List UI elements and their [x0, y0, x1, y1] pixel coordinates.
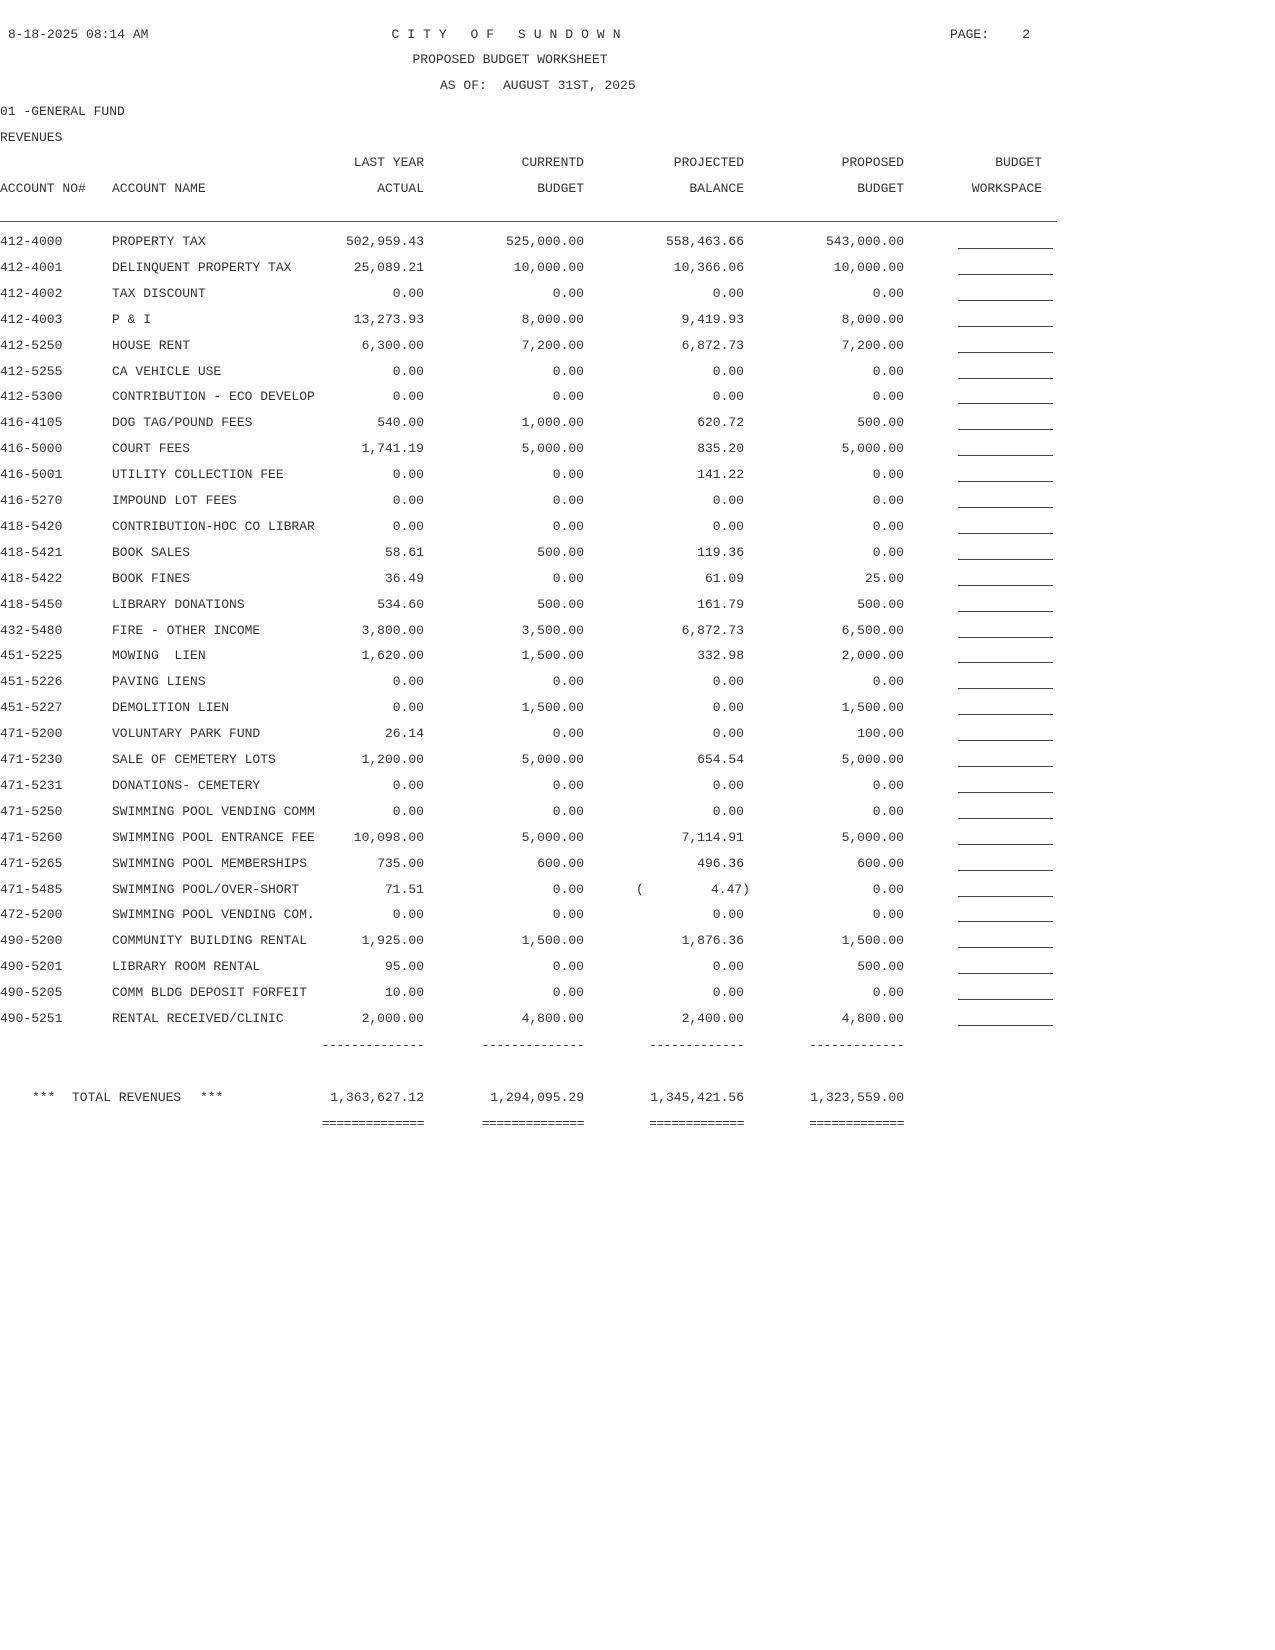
- current-budget: 4,800.00: [521, 1011, 584, 1026]
- proposed-budget: 25.00: [864, 571, 904, 586]
- account-name: SWIMMING POOL MEMBERSHIPS: [112, 856, 308, 871]
- account-number: 418-5450: [0, 597, 63, 612]
- last-year-actual: 0.00: [392, 286, 424, 301]
- col-projected-line2: BALANCE: [689, 181, 744, 196]
- account-number: 416-5001: [0, 467, 63, 482]
- proposed-budget: 1,500.00: [841, 700, 904, 715]
- current-budget: 7,200.00: [521, 338, 584, 353]
- total-rule-current: ==============: [481, 1116, 584, 1131]
- account-number: 471-5485: [0, 882, 63, 897]
- current-budget: 0.00: [552, 804, 584, 819]
- account-name: P & I: [112, 312, 152, 327]
- account-number: 432-5480: [0, 623, 63, 638]
- current-budget: 0.00: [552, 571, 584, 586]
- account-number: 451-5227: [0, 700, 63, 715]
- current-budget: 500.00: [537, 545, 584, 560]
- col-current-line2: BUDGET: [537, 181, 584, 196]
- totals-label: TOTAL REVENUES: [72, 1090, 182, 1105]
- account-number: 490-5201: [0, 959, 63, 974]
- workspace-input-line[interactable]: [958, 870, 1053, 871]
- current-budget: 0.00: [552, 674, 584, 689]
- header-rule: [0, 221, 1057, 222]
- proposed-budget: 6,500.00: [841, 623, 904, 638]
- last-year-actual: 26.14: [384, 726, 424, 741]
- account-number: 418-5420: [0, 519, 63, 534]
- workspace-input-line[interactable]: [958, 818, 1053, 819]
- account-name: DOG TAG/POUND FEES: [112, 415, 253, 430]
- account-name: COMM BLDG DEPOSIT FORFEIT: [112, 985, 308, 1000]
- proposed-budget: 2,000.00: [841, 648, 904, 663]
- account-number: 412-4000: [0, 234, 63, 249]
- projected-balance: 0.00: [712, 493, 744, 508]
- projected-balance: 161.79: [697, 597, 744, 612]
- account-name: FIRE - OTHER INCOME: [112, 623, 261, 638]
- workspace-input-line[interactable]: [958, 455, 1053, 456]
- projected-balance: 0.00: [712, 700, 744, 715]
- account-number: 471-5260: [0, 830, 63, 845]
- total-rule-proposed: =============: [809, 1116, 904, 1131]
- proposed-budget: 0.00: [872, 907, 904, 922]
- last-year-actual: 36.49: [384, 571, 424, 586]
- projected-balance: 7,114.91: [681, 830, 744, 845]
- projected-balance: 0.00: [712, 286, 744, 301]
- projected-balance: 2,400.00: [681, 1011, 744, 1026]
- last-year-actual: 13,273.93: [353, 312, 424, 327]
- workspace-input-line[interactable]: [958, 559, 1053, 560]
- current-budget: 1,500.00: [521, 700, 584, 715]
- totals-stars-right: ***: [200, 1090, 224, 1105]
- last-year-actual: 6,300.00: [361, 338, 424, 353]
- last-year-actual: 0.00: [392, 467, 424, 482]
- total-rule-projected: =============: [649, 1116, 744, 1131]
- last-year-actual: 1,925.00: [361, 933, 424, 948]
- account-name: RENTAL RECEIVED/CLINIC: [112, 1011, 284, 1026]
- current-budget: 0.00: [552, 907, 584, 922]
- page-label: PAGE:: [950, 27, 990, 42]
- workspace-input-line[interactable]: [958, 274, 1053, 275]
- workspace-input-line[interactable]: [958, 300, 1053, 301]
- account-name: CONTRIBUTION-HOC CO LIBRAR: [112, 519, 315, 534]
- workspace-input-line[interactable]: [958, 947, 1053, 948]
- workspace-input-line[interactable]: [958, 662, 1053, 663]
- account-name: BOOK FINES: [112, 571, 191, 586]
- col-proposed-line2: BUDGET: [857, 181, 904, 196]
- projected-balance: 558,463.66: [665, 234, 744, 249]
- projected-balance: 654.54: [697, 752, 744, 767]
- proposed-budget: 0.00: [872, 364, 904, 379]
- report-datetime: 8-18-2025 08:14 AM: [8, 27, 149, 42]
- current-budget: 1,000.00: [521, 415, 584, 430]
- last-year-actual: 0.00: [392, 778, 424, 793]
- projected-balance: 141.22: [697, 467, 744, 482]
- workspace-input-line[interactable]: [958, 1025, 1053, 1026]
- account-name: LIBRARY DONATIONS: [112, 597, 245, 612]
- account-name: COMMUNITY BUILDING RENTAL: [112, 933, 308, 948]
- last-year-actual: 2,000.00: [361, 1011, 424, 1026]
- proposed-budget: 0.00: [872, 519, 904, 534]
- account-name: SALE OF CEMETERY LOTS: [112, 752, 276, 767]
- projected-balance: 61.09: [704, 571, 744, 586]
- proposed-budget: 0.00: [872, 804, 904, 819]
- current-budget: 0.00: [552, 959, 584, 974]
- projected-balance: 119.36: [697, 545, 744, 560]
- workspace-input-line[interactable]: [958, 507, 1053, 508]
- current-budget: 1,500.00: [521, 933, 584, 948]
- account-name: COURT FEES: [112, 441, 191, 456]
- proposed-budget: 0.00: [872, 545, 904, 560]
- projected-balance: 0.00: [712, 959, 744, 974]
- account-name: SWIMMING POOL/OVER-SHORT: [112, 882, 300, 897]
- last-year-actual: 0.00: [392, 364, 424, 379]
- proposed-budget: 1,500.00: [841, 933, 904, 948]
- subtotal-rule-projected: -------------: [649, 1038, 744, 1053]
- fund-name: 01 -GENERAL FUND: [0, 104, 125, 119]
- account-number: 416-5270: [0, 493, 63, 508]
- last-year-actual: 58.61: [384, 545, 424, 560]
- total-last-year: 1,363,627.12: [330, 1090, 424, 1105]
- total-projected: 1,345,421.56: [650, 1090, 744, 1105]
- projected-balance: 1,876.36: [681, 933, 744, 948]
- projected-balance: 0.00: [712, 804, 744, 819]
- account-name: SWIMMING POOL VENDING COM.: [112, 907, 315, 922]
- account-number: 412-5255: [0, 364, 63, 379]
- projected-balance: 0.00: [712, 778, 744, 793]
- proposed-budget: 0.00: [872, 493, 904, 508]
- last-year-actual: 1,620.00: [361, 648, 424, 663]
- account-name: SWIMMING POOL VENDING COMM: [112, 804, 315, 819]
- workspace-input-line[interactable]: [958, 740, 1053, 741]
- proposed-budget: 0.00: [872, 882, 904, 897]
- proposed-budget: 0.00: [872, 286, 904, 301]
- account-name: UTILITY COLLECTION FEE: [112, 467, 284, 482]
- workspace-input-line[interactable]: [958, 792, 1053, 793]
- last-year-actual: 10,098.00: [353, 830, 424, 845]
- section-name: REVENUES: [0, 130, 63, 145]
- workspace-input-line[interactable]: [958, 481, 1053, 482]
- account-name: MOWING LIEN: [112, 648, 206, 663]
- subtotal-rule-proposed: -------------: [809, 1038, 904, 1053]
- proposed-budget: 0.00: [872, 467, 904, 482]
- current-budget: 5,000.00: [521, 830, 584, 845]
- last-year-actual: 0.00: [392, 389, 424, 404]
- proposed-budget: 8,000.00: [841, 312, 904, 327]
- col-current-line1: CURRENTD: [521, 155, 584, 170]
- account-number: 418-5422: [0, 571, 63, 586]
- projected-balance: 0.00: [712, 389, 744, 404]
- account-number: 418-5421: [0, 545, 63, 560]
- subtotal-rule-current: --------------: [481, 1038, 584, 1053]
- workspace-input-line[interactable]: [958, 999, 1053, 1000]
- account-name: BOOK SALES: [112, 545, 191, 560]
- workspace-input-line[interactable]: [958, 714, 1053, 715]
- account-number: 416-4105: [0, 415, 63, 430]
- current-budget: 0.00: [552, 467, 584, 482]
- account-name: VOLUNTARY PARK FUND: [112, 726, 261, 741]
- total-proposed: 1,323,559.00: [810, 1090, 904, 1105]
- projected-balance: 620.72: [697, 415, 744, 430]
- proposed-budget: 100.00: [857, 726, 904, 741]
- current-budget: 5,000.00: [521, 441, 584, 456]
- workspace-input-line[interactable]: [958, 637, 1053, 638]
- workspace-input-line[interactable]: [958, 973, 1053, 974]
- projected-balance: 496.36: [697, 856, 744, 871]
- projected-balance: 332.98: [697, 648, 744, 663]
- account-name: PROPERTY TAX: [112, 234, 206, 249]
- account-number: 472-5200: [0, 907, 63, 922]
- proposed-budget: 500.00: [857, 597, 904, 612]
- last-year-actual: 1,741.19: [361, 441, 424, 456]
- totals-stars-left: ***: [32, 1090, 56, 1105]
- account-number: 412-4002: [0, 286, 63, 301]
- account-name: DELINQUENT PROPERTY TAX: [112, 260, 292, 275]
- projected-balance: 6,872.73: [681, 623, 744, 638]
- current-budget: 10,000.00: [513, 260, 584, 275]
- account-name: LIBRARY ROOM RENTAL: [112, 959, 261, 974]
- account-number: 471-5230: [0, 752, 63, 767]
- workspace-input-line[interactable]: [958, 533, 1053, 534]
- current-budget: 525,000.00: [505, 234, 584, 249]
- account-name: HOUSE RENT: [112, 338, 191, 353]
- projected-balance: 0.00: [712, 907, 744, 922]
- last-year-actual: 502,959.43: [345, 234, 424, 249]
- proposed-budget: 543,000.00: [825, 234, 904, 249]
- current-budget: 8,000.00: [521, 312, 584, 327]
- last-year-actual: 540.00: [377, 415, 424, 430]
- workspace-input-line[interactable]: [958, 403, 1053, 404]
- last-year-actual: 0.00: [392, 907, 424, 922]
- account-number: 490-5251: [0, 1011, 63, 1026]
- last-year-actual: 0.00: [392, 674, 424, 689]
- account-name: IMPOUND LOT FEES: [112, 493, 237, 508]
- account-number: 451-5226: [0, 674, 63, 689]
- as-of-label: AS OF:: [440, 78, 487, 93]
- account-number: 412-4001: [0, 260, 63, 275]
- workspace-input-line[interactable]: [958, 585, 1053, 586]
- current-budget: 0.00: [552, 778, 584, 793]
- col-last-year-line1: LAST YEAR: [353, 155, 424, 170]
- last-year-actual: 1,200.00: [361, 752, 424, 767]
- last-year-actual: 0.00: [392, 519, 424, 534]
- workspace-input-line[interactable]: [958, 896, 1053, 897]
- proposed-budget: 4,800.00: [841, 1011, 904, 1026]
- last-year-actual: 0.00: [392, 804, 424, 819]
- last-year-actual: 10.00: [384, 985, 424, 1000]
- col-proposed-line1: PROPOSED: [841, 155, 904, 170]
- total-current: 1,294,095.29: [490, 1090, 584, 1105]
- account-number: 412-5300: [0, 389, 63, 404]
- current-budget: 0.00: [552, 364, 584, 379]
- account-number: 451-5225: [0, 648, 63, 663]
- proposed-budget: 5,000.00: [841, 752, 904, 767]
- projected-balance: 6,872.73: [681, 338, 744, 353]
- current-budget: 0.00: [552, 519, 584, 534]
- projected-balance: 0.00: [712, 726, 744, 741]
- last-year-actual: 3,800.00: [361, 623, 424, 638]
- workspace-input-line[interactable]: [958, 921, 1053, 922]
- workspace-input-line[interactable]: [958, 688, 1053, 689]
- last-year-actual: 534.60: [377, 597, 424, 612]
- account-number: 471-5200: [0, 726, 63, 741]
- account-name: DONATIONS- CEMETERY: [112, 778, 261, 793]
- negative-open-paren: (: [636, 882, 644, 897]
- last-year-actual: 71.51: [384, 882, 424, 897]
- col-last-year-line2: ACTUAL: [377, 181, 424, 196]
- account-name: SWIMMING POOL ENTRANCE FEE: [112, 830, 315, 845]
- current-budget: 0.00: [552, 882, 584, 897]
- last-year-actual: 0.00: [392, 493, 424, 508]
- current-budget: 3,500.00: [521, 623, 584, 638]
- projected-balance: 0.00: [712, 364, 744, 379]
- projected-balance: 835.20: [697, 441, 744, 456]
- account-number: 412-5250: [0, 338, 63, 353]
- last-year-actual: 0.00: [392, 700, 424, 715]
- proposed-budget: 0.00: [872, 674, 904, 689]
- proposed-budget: 5,000.00: [841, 830, 904, 845]
- account-name: DEMOLITION LIEN: [112, 700, 230, 715]
- col-workspace-line1: BUDGET: [995, 155, 1042, 170]
- workspace-input-line[interactable]: [958, 378, 1053, 379]
- proposed-budget: 0.00: [872, 389, 904, 404]
- last-year-actual: 735.00: [377, 856, 424, 871]
- current-budget: 5,000.00: [521, 752, 584, 767]
- workspace-input-line[interactable]: [958, 844, 1053, 845]
- account-number: 490-5205: [0, 985, 63, 1000]
- account-number: 490-5200: [0, 933, 63, 948]
- account-name: TAX DISCOUNT: [112, 286, 206, 301]
- proposed-budget: 7,200.00: [841, 338, 904, 353]
- account-name: PAVING LIENS: [112, 674, 206, 689]
- workspace-input-line[interactable]: [958, 611, 1053, 612]
- proposed-budget: 500.00: [857, 959, 904, 974]
- account-number: 412-4003: [0, 312, 63, 327]
- workspace-input-line[interactable]: [958, 429, 1053, 430]
- projected-balance: 0.00: [712, 674, 744, 689]
- account-name: CA VEHICLE USE: [112, 364, 222, 379]
- projected-balance: 0.00: [712, 519, 744, 534]
- proposed-budget: 0.00: [872, 778, 904, 793]
- workspace-input-line[interactable]: [958, 248, 1053, 249]
- proposed-budget: 5,000.00: [841, 441, 904, 456]
- page-number: 2: [1022, 27, 1030, 42]
- last-year-actual: 25,089.21: [353, 260, 424, 275]
- current-budget: 0.00: [552, 726, 584, 741]
- current-budget: 600.00: [537, 856, 584, 871]
- proposed-budget: 600.00: [857, 856, 904, 871]
- projected-balance: 10,366.06: [673, 260, 744, 275]
- current-budget: 0.00: [552, 286, 584, 301]
- workspace-input-line[interactable]: [958, 326, 1053, 327]
- as-of-date: AUGUST 31ST, 2025: [503, 78, 636, 93]
- account-number: 416-5000: [0, 441, 63, 456]
- last-year-actual: 95.00: [384, 959, 424, 974]
- subtotal-rule-last-year: --------------: [321, 1038, 424, 1053]
- col-workspace-line2: WORKSPACE: [971, 181, 1042, 196]
- total-rule-last-year: ==============: [321, 1116, 424, 1131]
- current-budget: 0.00: [552, 985, 584, 1000]
- workspace-input-line[interactable]: [958, 766, 1053, 767]
- col-projected-line1: PROJECTED: [673, 155, 744, 170]
- projected-balance: 0.00: [712, 985, 744, 1000]
- col-account-name: ACCOUNT NAME: [112, 181, 206, 196]
- workspace-input-line[interactable]: [958, 352, 1053, 353]
- account-number: 471-5250: [0, 804, 63, 819]
- report-title: PROPOSED BUDGET WORKSHEET: [412, 52, 608, 67]
- current-budget: 0.00: [552, 389, 584, 404]
- projected-balance: 9,419.93: [681, 312, 744, 327]
- col-account-no: ACCOUNT NO#: [0, 181, 86, 196]
- account-name: CONTRIBUTION - ECO DEVELOP: [112, 389, 315, 404]
- projected-balance: 4.47): [710, 882, 750, 897]
- current-budget: 500.00: [537, 597, 584, 612]
- account-number: 471-5265: [0, 856, 63, 871]
- current-budget: 1,500.00: [521, 648, 584, 663]
- proposed-budget: 500.00: [857, 415, 904, 430]
- account-number: 471-5231: [0, 778, 63, 793]
- current-budget: 0.00: [552, 493, 584, 508]
- proposed-budget: 0.00: [872, 985, 904, 1000]
- proposed-budget: 10,000.00: [833, 260, 904, 275]
- city-name: CITY OF SUNDOWN: [391, 27, 629, 42]
